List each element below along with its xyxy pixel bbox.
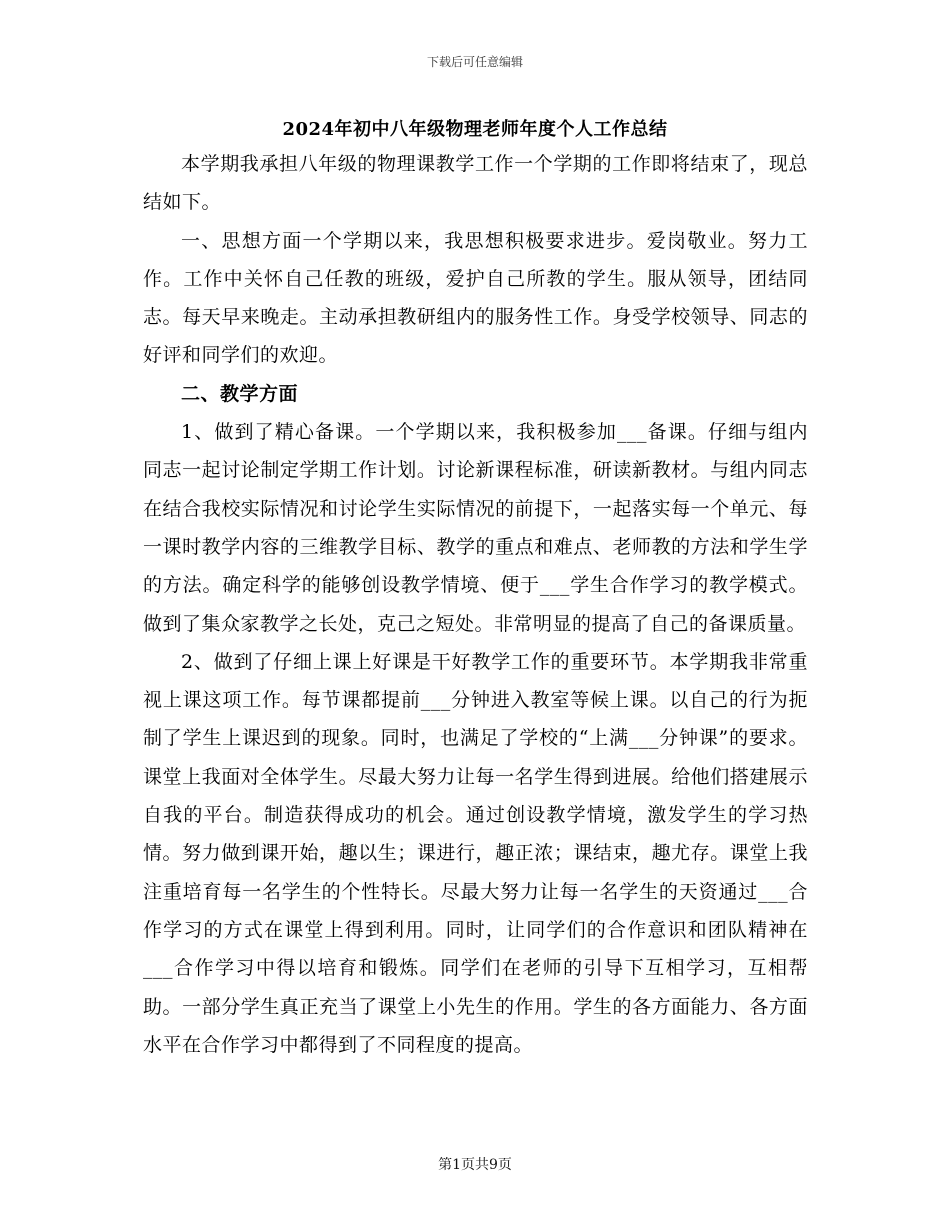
document-body — [143, 145, 808, 1064]
paragraph-lesson-prep: 1、做到了精心备课。一个学期以来，我积极参加___备课。仔细与组内同志一起讨论制定学期工作计划。讨论新课程标准，研读新教材。与组内同志在结合我校实际情况和讨论学生实际情况的前提下，一起落实每一个单元、每一课时教学内容的三维教学目标、教学的重点和难点、老师教的方法和学生学的方法。确定科学的能够创设教学情境、便于___学生合作学习的教学模式。做到了集众家教学之长处，克己之短处。非常明显的提高了自己的备课质量。 — [143, 421, 808, 635]
header-note: 下载后可任意编辑 — [426, 55, 523, 69]
document-title: 2024年初中八年级物理老师年度个人工作总结 — [282, 119, 668, 140]
page-footer: 第1页共9页 — [438, 1157, 512, 1173]
section-heading-teaching: 二、教学方面 — [181, 382, 299, 405]
paragraph-ideology: 一、思想方面一个学期以来，我思想积极要求进步。爱岗敬业。努力工作。工作中关怀自己任教的班级，爱护自己所教的学生。服从领导，团结同志。每天早来晚走。主动承担教研组内的服务性工作。身受学校领导、同志的好评和同学们的欢迎。 — [143, 229, 808, 367]
paragraph-classroom: 2、做到了仔细上课上好课是干好教学工作的重要环节。本学期我非常重视上课这项工作。每节课都提前___分钟进入教室等候上课。以自己的行为扼制了学生上课迟到的现象。同时，也满足了学校的“上满___分钟课”的要求。课堂上我面对全体学生。尽最大努力让每一名学生得到进展。给他们搭建展示自我的平台。制造获得成功的机会。通过创设教学情境，激发学生的学习热情。努力做到课开始，趣以生；课进行，趣正浓；课结束，趣尤存。课堂上我注重培育每一名学生的个性特长。尽最大努力让每一名学生的天资通过___合作学习的方式在课堂上得到利用。同时，让同学们的合作意识和团队精神在___合作学习中得以培育和锻炼。同学们在老师的引导下互相学习，互相帮助。一部分学生真正充当了课堂上小先生的作用。学生的各方面能力、各方面水平在合作学习中都得到了不同程度的提高。 — [143, 650, 808, 1056]
paragraph-intro: 本学期我承担八年级的物理课教学工作一个学期的工作即将结束了，现总结如下。 — [143, 153, 808, 214]
